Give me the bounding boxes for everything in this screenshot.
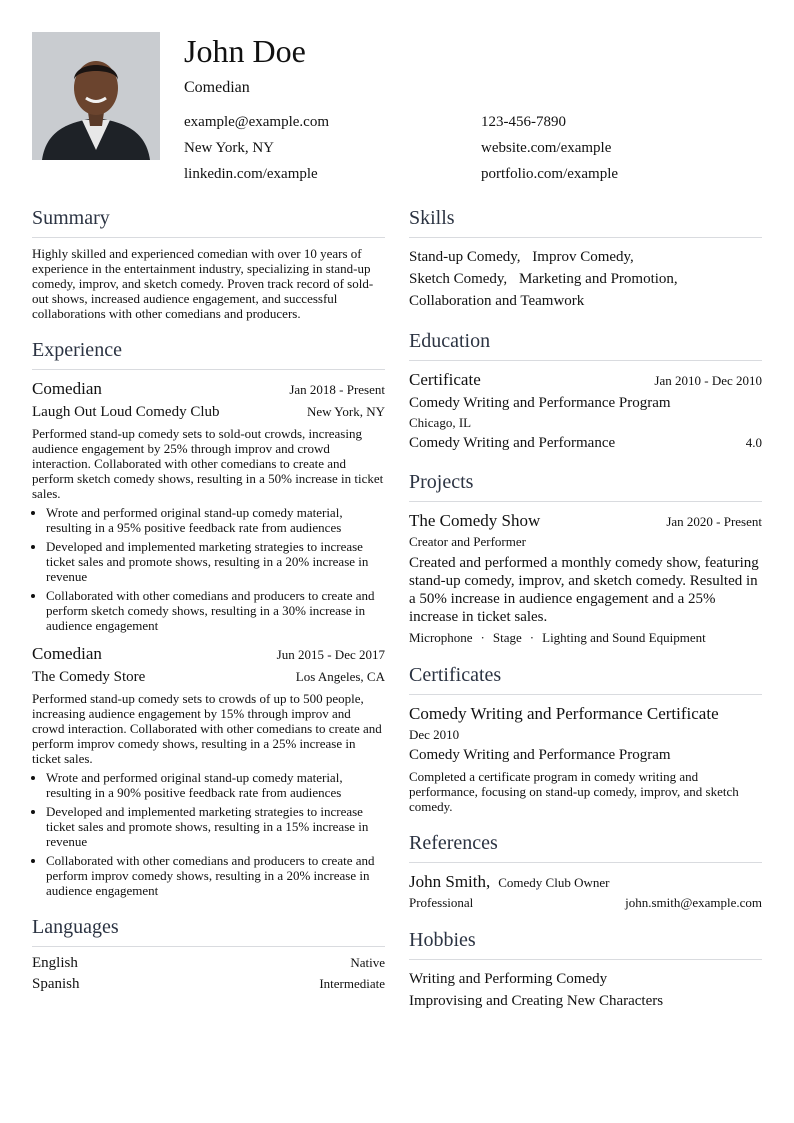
profile-photo [32,32,160,160]
project-keywords: Microphone · Stage · Lighting and Sound Equipment [409,630,706,645]
linkedin-link[interactable]: linkedin.com/example [184,166,318,182]
company-name: The Comedy Store [32,669,146,685]
resume-body [32,205,762,1028]
bullet-item: • Developed and implemented marketing strategies to increase ticket sales and promote shows, resulting in a 15% increase in revenue [46,804,385,849]
location: New York, NY [184,140,275,156]
bullet-item: • Wrote and performed original stand-up comedy material, resulting in a 90% positive feedback rate from audiences [46,770,385,800]
skills-section [409,205,762,312]
job-bullets [32,505,385,633]
bullet-item: • Collaborated with other comedians and producers to create and perform sketch comedy shows, resulting in a 30% increase in audience engagement [46,588,385,633]
language-level: Intermediate [319,976,385,991]
job-location: New York, NY [306,404,385,419]
reference-type: Professional [409,895,474,910]
summary-text: Highly skilled and experienced comedian with over 10 years of experience in the entertainment industry, specializing in stand-up comedy, improv, and sketch comedy. Proven track record of sold-out shows, increased audience engagement, and successful collaborations with other comedians and producers. [32,246,374,321]
section-heading: Languages [32,914,385,947]
certificate-date: Dec 2010 [409,727,460,742]
website-link[interactable]: website.com/example [481,140,612,156]
certificate-name: Comedy Writing and Performance Certificate [409,704,719,723]
reference-name: John Smith, [409,872,491,891]
skill-item: Sketch Comedy, [409,271,508,287]
education-location: Chicago, IL [409,415,472,430]
education-section [409,328,762,453]
section-heading: Education [409,328,762,361]
section-heading: Certificates [409,662,762,695]
education-dates: Jan 2010 - Dec 2010 [654,373,762,388]
job-summary: Performed stand-up comedy sets to crowds of up to 500 people, increasing audience engagement by 15% through improv and crowd interaction. Collaborated with other comedians to create and perform improv comedy shows, resulting in a 25% increase in ticket sales. [32,691,382,766]
header [184,32,764,184]
keyword: Lighting and Sound Equipment [542,630,706,645]
job-dates: Jan 2018 - Present [289,382,385,397]
certificate-issuer: Comedy Writing and Performance Program [409,747,671,763]
candidate-name: John Doe [184,33,306,69]
project-description: Created and performed a monthly comedy show, featuring stand-up comedy, improv, and sketch comedy. Resulted in a 50% increase in audience engagement and a 25% increase in ticket sales. [409,555,759,625]
skill-item: Stand-up Comedy, [409,249,521,265]
experience-section [32,337,385,898]
keyword: Stage [492,630,522,645]
skill-item: Improv Comedy, [532,249,634,265]
certificates-section [409,662,762,814]
job-bullets [32,770,385,898]
job-summary: Performed stand-up comedy sets to sold-out crowds, increasing audience engagement by 25% through improv and crowd interaction. Collaborated with other comedians to create and perform sketch comedy shows, resulting in a 50% increase in ticket sales. [32,426,384,501]
phone-number: 123-456-7890 [481,114,566,130]
hobby-item: Writing and Performing Comedy [409,971,608,987]
language-name: Spanish [32,976,80,992]
study-field: Comedy Writing and Performance [409,435,616,451]
keyword: Microphone [409,630,473,645]
project-name: The Comedy Show [409,511,541,530]
job-title: Comedian [32,644,102,663]
section-heading: Skills [409,205,762,238]
job-entry [32,378,385,633]
skill-item: Marketing and Promotion, [518,271,678,287]
program-name: Comedy Writing and Performance Program [409,395,671,411]
right-column [409,205,762,1028]
company-name: Laugh Out Loud Comedy Club [32,404,220,420]
gpa: 4.0 [745,435,762,450]
section-heading: References [409,830,762,863]
reference-position: Comedy Club Owner [498,875,610,890]
left-column [32,205,385,1028]
section-heading: Experience [32,337,385,370]
contact-info [184,112,764,184]
bullet-item: • Wrote and performed original stand-up comedy material, resulting in a 95% positive feedback rate from audiences [46,505,385,535]
language-name: English [32,955,78,971]
job-location: Los Angeles, CA [295,669,385,684]
portfolio-link[interactable]: portfolio.com/example [481,166,619,182]
certificate-description: Completed a certificate program in comedy writing and performance, focusing on stand-up comedy, improv, and sketch comedy. [409,769,739,814]
bullet-item: • Developed and implemented marketing strategies to increase ticket sales and promote shows, resulting in a 20% increase in revenue [46,539,385,584]
section-heading: Projects [409,469,762,502]
bullet-item: • Collaborated with other comedians and producers to create and perform improv comedy shows, resulting in a 20% increase in audience engagement [46,853,385,898]
section-heading: Hobbies [409,927,762,960]
reference-email[interactable]: john.smith@example.com [625,895,762,910]
skills-list [409,246,762,312]
job-entry [32,643,385,898]
skill-item: Collaboration and Teamwork [409,293,585,309]
project-dates: Jan 2020 - Present [666,514,762,529]
degree: Certificate [409,370,481,389]
language-item [32,976,385,993]
references-section [409,830,762,911]
job-title: Comedian [32,379,102,398]
summary-section [32,205,385,321]
project-role: Creator and Performer [409,534,526,549]
language-item [32,955,385,972]
job-dates: Jun 2015 - Dec 2017 [276,647,385,662]
section-heading: Summary [32,205,385,238]
candidate-title: Comedian [184,79,250,96]
email-link[interactable]: example@example.com [184,114,330,130]
hobby-item: Improvising and Creating New Characters [409,993,664,1009]
languages-section [32,914,385,993]
projects-section [409,469,762,646]
language-level: Native [350,955,385,970]
hobbies-section [409,927,762,1012]
